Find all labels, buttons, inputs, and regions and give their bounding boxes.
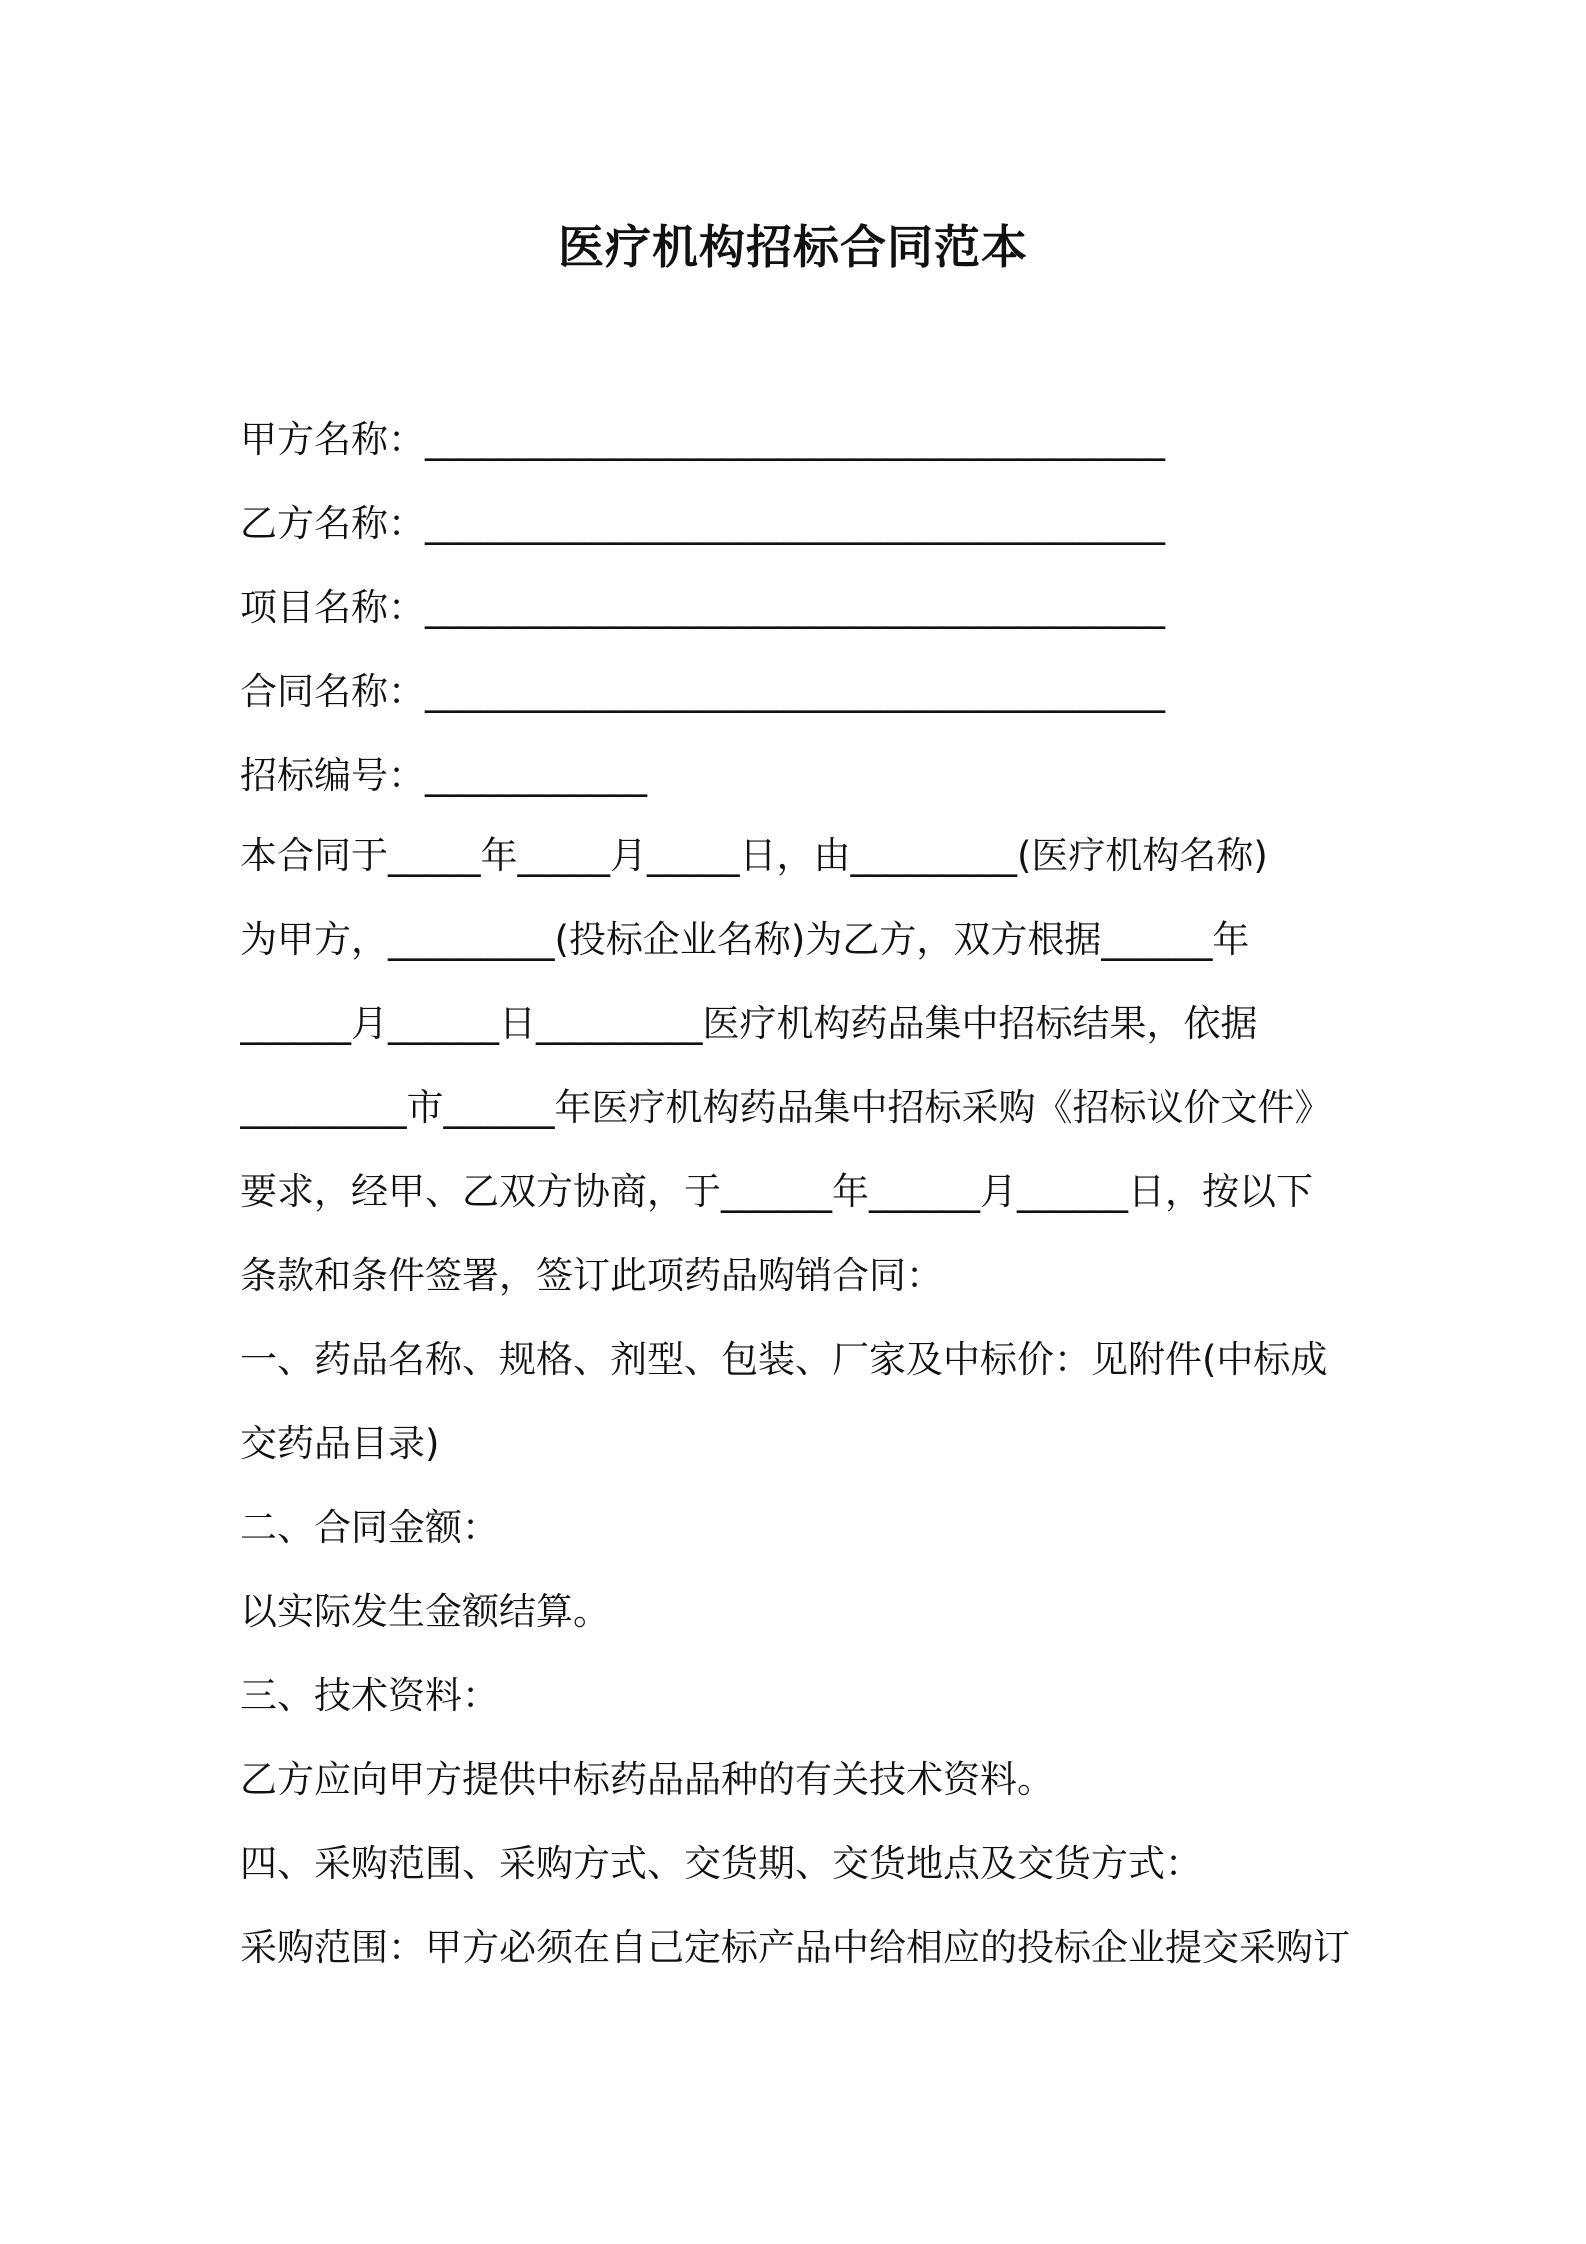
field-project-name <box>240 573 1370 657</box>
paragraph-line: 要求，经甲、乙双方协商，于______年______月______日，按以下 <box>240 1170 1313 1213</box>
field-blank: ____________ <box>425 754 647 797</box>
paragraph-line: 条款和条件签署，签订此项药品购销合同： <box>240 1254 943 1297</box>
field-label: 合同名称： <box>240 670 425 713</box>
paragraph-line: 为甲方，_________(投标企业名称)为乙方，双方根据______年 <box>240 918 1250 961</box>
paragraph-line: _________市______年医疗机构药品集中招标采购《招标议价文件》 <box>240 1086 1332 1129</box>
section-heading-4: 四、采购范围、采购方式、交货期、交货地点及交货方式： <box>240 1842 1202 1885</box>
field-blank: ________________________________________ <box>425 670 1165 713</box>
field-label: 乙方名称： <box>240 502 425 545</box>
field-blank: ________________________________________ <box>425 502 1165 545</box>
section-heading-1: 一、药品名称、规格、剂型、包装、厂家及中标价：见附件(中标成 <box>240 1338 1328 1381</box>
field-party-a <box>240 405 1370 489</box>
field-blank: ________________________________________ <box>425 586 1165 629</box>
paragraph-line: 本合同于_____年_____月_____日，由_________(医疗机构名称) <box>240 834 1268 877</box>
document-title: 医疗机构招标合同范本 <box>558 220 1028 274</box>
field-contract-name <box>240 657 1370 741</box>
section-heading-2: 二、合同金额： <box>240 1506 499 1549</box>
field-party-b <box>240 489 1370 573</box>
field-label: 招标编号： <box>240 754 425 797</box>
paragraph-line: 采购范围：甲方必须在自己定标产品中给相应的投标企业提交采购订 <box>240 1926 1350 1969</box>
field-label: 甲方名称： <box>240 418 425 461</box>
document-body <box>240 405 1370 1997</box>
field-blank: ________________________________________ <box>425 418 1165 461</box>
paragraph-line: ______月______日_________医疗机构药品集中招标结果，依据 <box>240 1002 1258 1045</box>
field-label: 项目名称： <box>240 586 425 629</box>
paragraph-line: 交药品目录) <box>240 1422 440 1465</box>
field-tender-number <box>240 741 1370 821</box>
paragraph-line: 乙方应向甲方提供中标药品品种的有关技术资料。 <box>240 1758 1054 1801</box>
section-heading-3: 三、技术资料： <box>240 1674 499 1717</box>
paragraph-line: 以实际发生金额结算。 <box>240 1590 610 1633</box>
